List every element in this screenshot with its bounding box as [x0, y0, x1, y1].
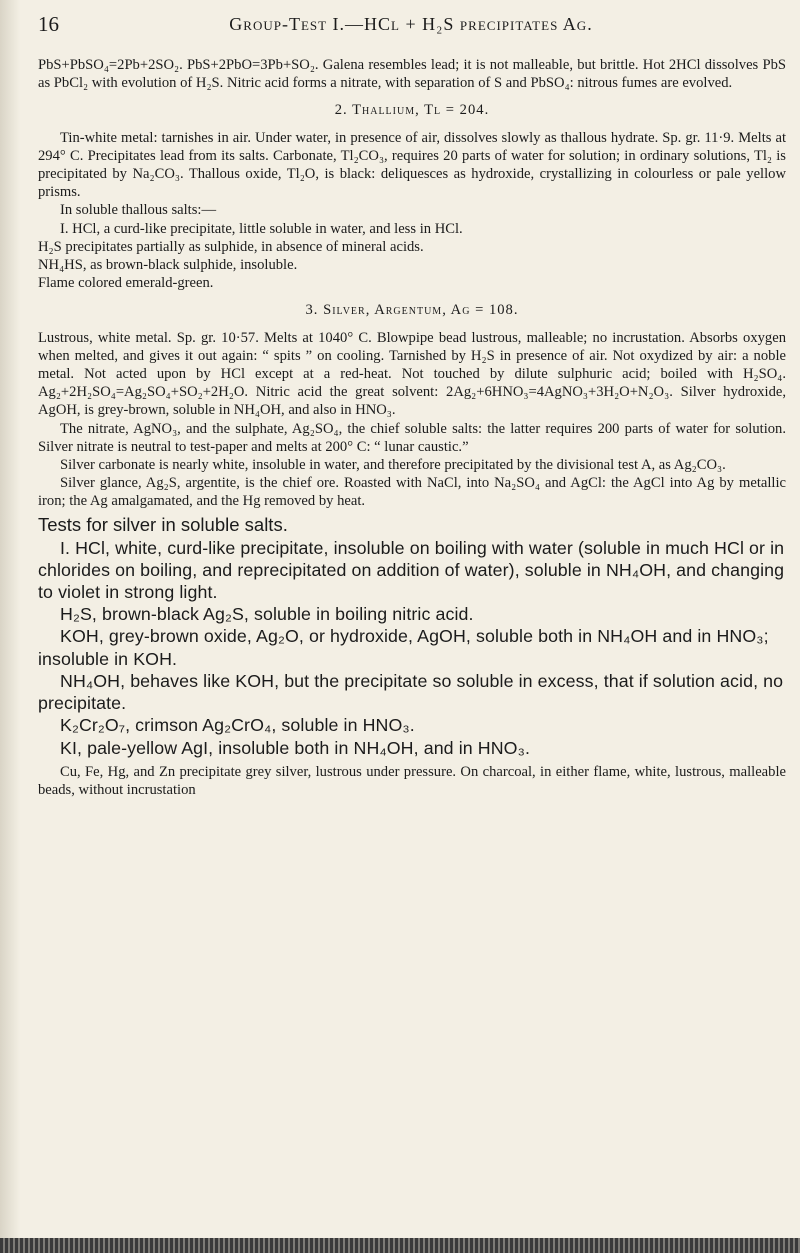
- silver-test-h2s: H₂S, brown-black Ag₂S, soluble in boiling nitric acid.: [60, 604, 474, 625]
- thallium-test-hcl: I. HCl, a curd-like precipitate, little soluble in water, and less in HCl.: [60, 220, 463, 237]
- lead-paragraph: PbS+PbSO₄=2Pb+2SO₂. PbS+2PbO=3Pb+SO₂. Galena resembles lead; it is not malleable, but brittle. Hot 2HCl dissolves PbS as PbCl₂ with evolution of H₂S. Nitric acid forms a nitrate, with separation of S and PbSO₄: nitrous fumes are evolved.: [38, 57, 786, 92]
- silver-test-koh: KOH, grey-brown oxide, Ag₂O, or hydroxide, AgOH, soluble both in NH₄OH and in HNO₃; insoluble in KOH.: [38, 626, 769, 669]
- silver-heading: [38, 301, 786, 319]
- thallium-test-nh4hs: NH₄HS, as brown-black sulphide, insoluble.: [38, 257, 298, 274]
- thallium-salts-intro: In soluble thallous salts:—: [60, 202, 217, 219]
- page-content: [38, 56, 786, 799]
- silver-nitrate-paragraph: The nitrate, AgNO₃, and the sulphate, Ag₂SO₄, the chief soluble salts: the latter requires 200 parts of water for solution. Silver nitrate is neutral to test-paper and melts at 200° C: “ lunar caustic.”: [38, 420, 786, 455]
- silver-tests-title: Tests for silver in soluble salts.: [38, 513, 288, 535]
- silver-tests-section: [38, 513, 786, 759]
- thallium-test-h2s: H₂S precipitates partially as sulphide, in absence of mineral acids.: [38, 238, 424, 255]
- silver-test-ki: KI, pale-yellow AgI, insoluble both in NH₄OH, and in HNO₃.: [60, 737, 530, 758]
- silver-ore-paragraph: Silver glance, Ag₂S, argentite, is the chief ore. Roasted with NaCl, into Na₂SO₄ and AgCl: the AgCl into Ag by metallic iron; the Ag amalgamated, and the Hg removed by heat.: [38, 475, 786, 510]
- silver-description: Lustrous, white metal. Sp. gr. 10·57. Melts at 1040° C. Blowpipe bead lustrous, malleable; no incrustation. Absorbs oxygen when melted, and gives it out again: “ spits ” on cooling. Tarnished by H₂S in presence of air. Not oxydized by air: a noble metal. Not acted upon by HCl except at a red-heat. Not touched by dilute sulphuric acid; boiled with H₂SO₄. Ag₂+2H₂SO₄=Ag₂SO₄+SO₂+2H₂O. Nitric acid the great solvent: 2Ag₂+6HNO₃=4AgNO₃+3H₂O+N₂O₃. Silver hydroxide, AgOH, is grey-brown, soluble in NH₄OH, and also in HNO₃.: [38, 329, 786, 419]
- silver-test-dichromate: K₂Cr₂O₇, crimson Ag₂CrO₄, soluble in HNO₃.: [60, 715, 415, 736]
- thallium-description: Tin-white metal: tarnishes in air. Under water, in presence of air, dissolves slowly as thallous hydrate. Sp. gr. 11·9. Melts at 294° C. Precipitates lead from its salts. Carbonate, Tl₂CO₃, requires 20 parts of water for solution; in ordinary solutions, Tl₂ is precipitated by Na₂CO₃. Thallous oxide, Tl₂O, is black: deliquesces as hydroxide, crystallizing in colourless or pale yellow prisms.: [38, 129, 786, 201]
- page-number: 16: [38, 12, 59, 36]
- closing-paragraph: Cu, Fe, Hg, and Zn precipitate grey silver, lustrous under pressure. On charcoal, in either flame, white, lustrous, malleable beads, without incrustation: [38, 763, 786, 798]
- thallium-heading-text: 2. Thallium, Tl = 204.: [334, 102, 490, 119]
- silver-heading-text: 3. Silver, Argentum, Ag = 108.: [305, 302, 519, 319]
- running-title: Group-Test I.—HCl + H₂S precipitates Ag.: [229, 14, 593, 34]
- running-head: [38, 12, 784, 42]
- silver-test-hcl: I. HCl, white, curd-like precipitate, insoluble on boiling with water (soluble in much HCl or in chlorides on boiling, and reprecipitated on addition of water), soluble in NH₄OH, and changing to violet in strong light.: [38, 537, 785, 603]
- silver-carbonate-paragraph: Silver carbonate is nearly white, insoluble in water, and therefore precipitated by the divisional test A, as Ag₂CO₃.: [60, 457, 726, 474]
- page-gutter-shadow: [0, 0, 20, 1253]
- silver-test-nh4oh: NH₄OH, behaves like KOH, but the precipitate so soluble in excess, that if solution acid, no precipitate.: [38, 670, 784, 714]
- thallium-test-flame: Flame colored emerald-green.: [38, 275, 214, 292]
- thallium-heading: [38, 101, 786, 119]
- scan-bottom-edge: [0, 1238, 800, 1253]
